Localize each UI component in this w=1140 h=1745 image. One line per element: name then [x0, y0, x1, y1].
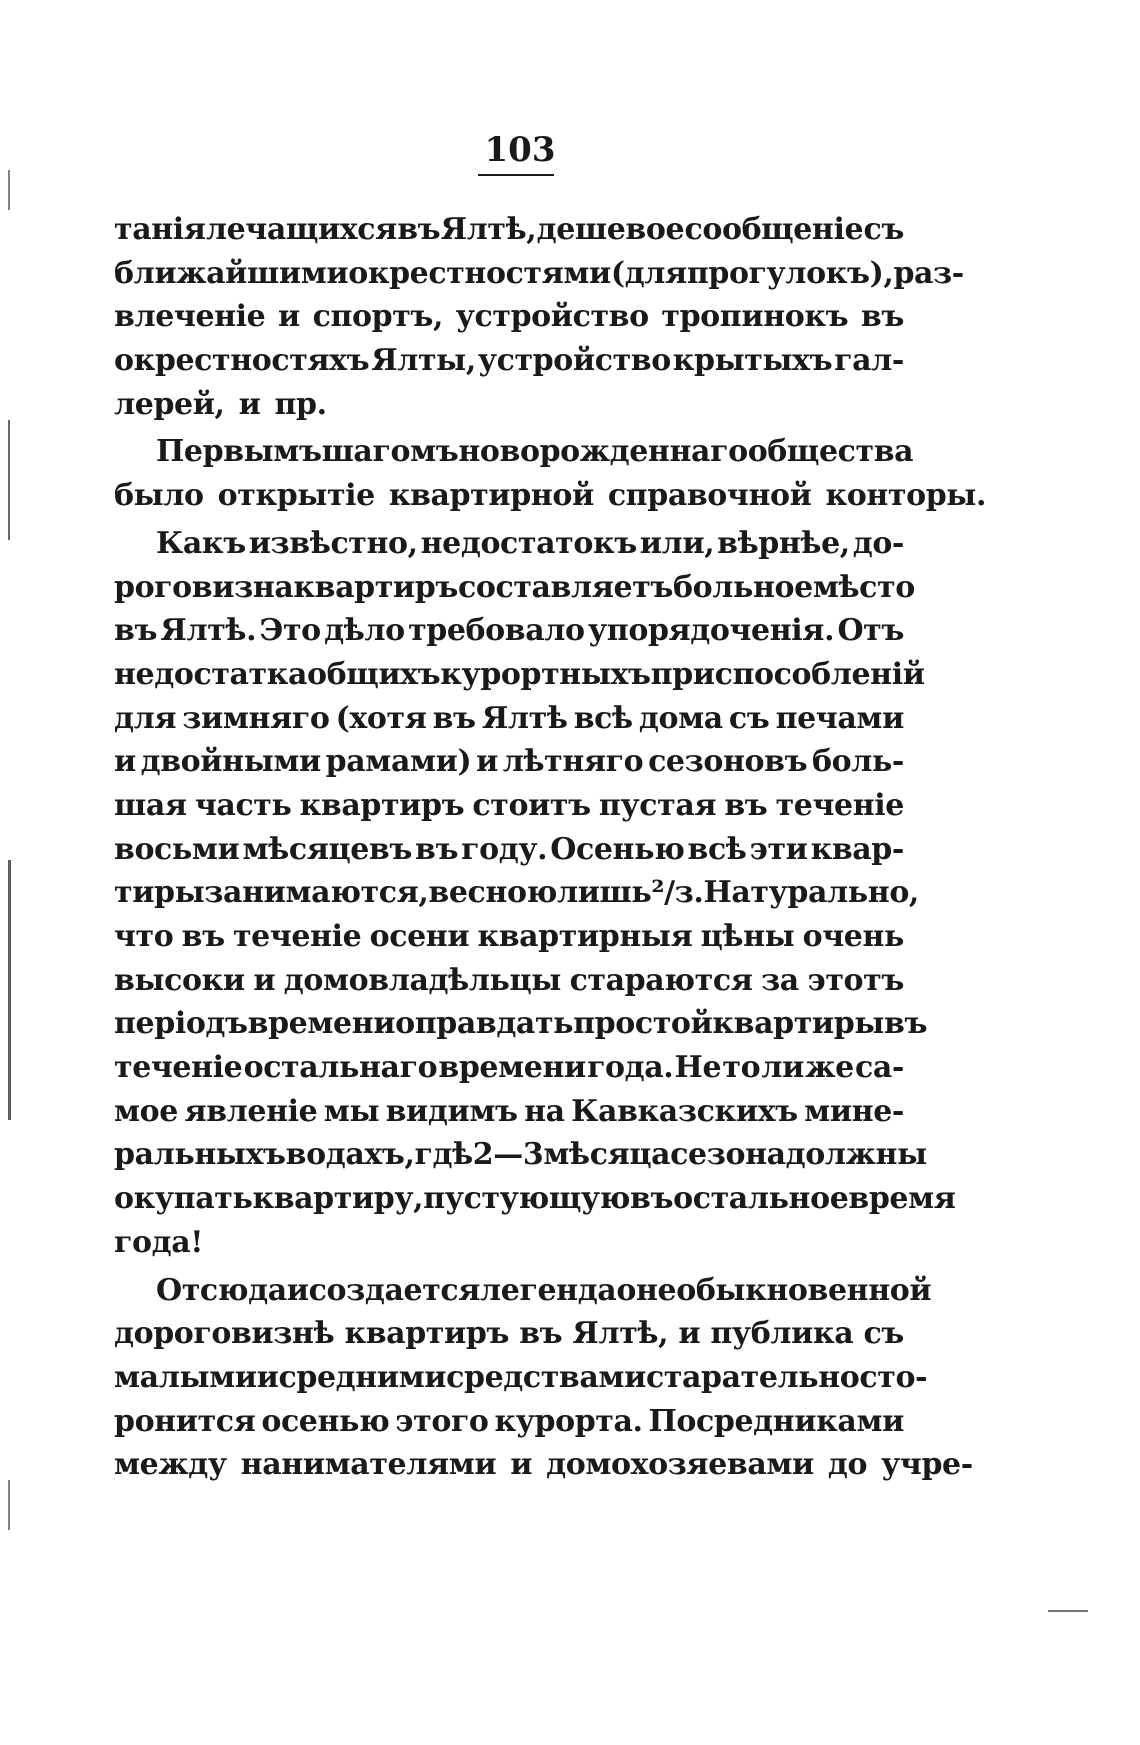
scan-mark	[1048, 1610, 1088, 1612]
text-line: высоки и домовладѣльцы стараются за этотъ	[114, 962, 904, 998]
text-line: окрестностяхъ Ялты, устройство крытыхъ гал-	[114, 343, 904, 379]
text-line: дороговизнѣ квартиръ въ Ялтѣ, и публика съ	[114, 1316, 904, 1352]
text-line: восьми мѣсяцевъ въ году. Осенью всѣ эти квар-	[114, 831, 904, 867]
text-line: было открытіе квартирной справочной конторы.	[114, 478, 987, 514]
text-line: ронится осенью этого курорта. Посредниками	[114, 1403, 904, 1439]
scan-mark	[8, 860, 11, 1120]
text-line: тиры занимаются, весною лишь ²/з. Натурально,	[114, 875, 919, 911]
text-line: и двойными рамами) и лѣтняго сезоновъ боль-	[114, 744, 904, 780]
page-number: 103	[484, 130, 556, 170]
text-line: малыми и средними средствами старательно сто-	[114, 1359, 928, 1395]
text-line: періодъ времени оправдать простой квартиры въ	[114, 1006, 928, 1042]
scan-mark	[8, 1480, 10, 1530]
text-line: шая часть квартиръ стоитъ пустая въ теченіе	[114, 787, 904, 823]
text-line: недостатка общихъ курортныхъ приспособленій	[114, 656, 925, 692]
text-line: влеченіе и спортъ, устройство тропинокъ въ	[114, 299, 904, 335]
text-line: Какъ извѣстно, недостатокъ или, вѣрнѣе, до-	[156, 525, 904, 561]
text-line: танія лечащихся въ Ялтѣ, дешевое сообщеніе съ	[114, 212, 904, 247]
text-line: лерей, и пр.	[114, 386, 327, 422]
text-line: что въ теченіе осени квартирныя цѣны очень	[114, 919, 904, 954]
page-number-underline	[478, 174, 554, 176]
text-line: года!	[114, 1224, 203, 1260]
text-line: ральныхъ водахъ, гдѣ 2—3 мѣсяца сезона должны	[114, 1137, 927, 1173]
text-line: мое явленіе мы видимъ на Кавказскихъ мине-	[114, 1093, 904, 1129]
text-line: для зимняго (хотя въ Ялтѣ всѣ дома съ печами	[114, 700, 904, 736]
text-line: роговизна квартиръ составляетъ больное мѣсто	[114, 569, 915, 605]
text-line: Первымъ шагомъ новорожденнаго общества	[156, 434, 914, 470]
text-line: Отсюда и создается легенда о необыкновенной	[156, 1272, 932, 1308]
body-text	[114, 208, 987, 1487]
text-line: теченіе остальнаго времени года. Не то ли же са-	[114, 1050, 904, 1086]
text-line: окупать квартиру, пустующую въ остальное время	[114, 1181, 956, 1217]
scan-mark	[8, 420, 10, 540]
text-line: между нанимателями и домохозяевами до учре-	[114, 1447, 973, 1483]
text-line: въ Ялтѣ. Это дѣло требовало упорядоченія. Отъ	[114, 613, 904, 649]
text-line: ближайшими окрестностями (для прогулокъ), раз-	[114, 255, 964, 291]
scan-mark	[8, 170, 10, 210]
